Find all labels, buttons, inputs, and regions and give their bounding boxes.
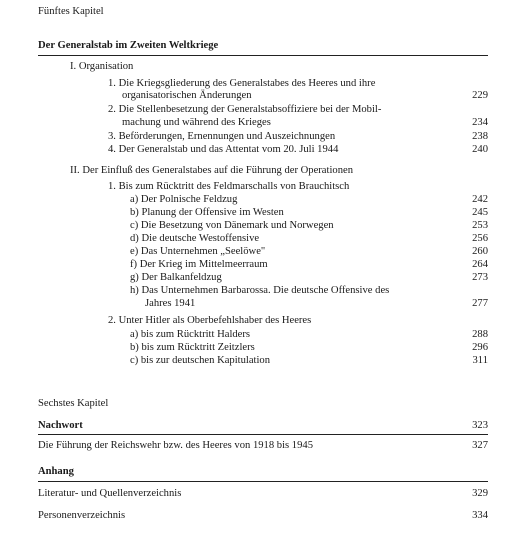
page-number: 264 <box>472 259 488 270</box>
page-number: 242 <box>472 194 488 205</box>
anhang-title: Anhang <box>38 466 74 477</box>
sec1-title: 1. Bis zum Rücktritt des Feldmarschalls von Brauchitsch <box>108 181 350 192</box>
part1-heading: I. Organisation <box>70 61 134 72</box>
page-number: 296 <box>472 342 488 353</box>
page-number: 329 <box>472 488 488 499</box>
sec2-title: 2. Unter Hitler als Oberbefehlshaber des Heeres <box>108 315 312 326</box>
page-number: 277 <box>472 298 488 309</box>
page-number: 245 <box>472 207 488 218</box>
toc-entry: a) bis zum Rücktritt Halders <box>130 329 251 340</box>
toc-entry: c) Die Besetzung von Dänemark und Norwegen <box>130 220 334 231</box>
toc-entry: 1. Die Kriegsgliederung des Generalstabes des Heeres und ihre <box>108 78 376 89</box>
toc-entry-cont: organisatorischen Änderungen <box>122 90 252 101</box>
page-number: 229 <box>472 90 488 101</box>
page-number: 334 <box>472 510 488 521</box>
toc-entry: b) bis zum Rücktritt Zeitzlers <box>130 342 255 353</box>
page-number: 238 <box>472 131 488 142</box>
toc-entry: Personenverzeichnis <box>38 510 126 521</box>
chapter5-title: Der Generalstab im Zweiten Weltkriege <box>38 40 219 51</box>
toc-entry: a) Der Polnische Feldzug <box>130 194 238 205</box>
nachwort-rule <box>38 434 488 435</box>
anhang-rule <box>38 481 488 482</box>
page-number: 234 <box>472 117 488 128</box>
page-number: 288 <box>472 329 488 340</box>
toc-entry: h) Das Unternehmen Barbarossa. Die deutsche Offensive des <box>130 285 390 296</box>
page-number: 273 <box>472 272 488 283</box>
toc-entry: 3. Beförderungen, Ernennungen und Auszeichnungen <box>108 131 336 142</box>
page-number: 253 <box>472 220 488 231</box>
toc-entry: Die Führung der Reichswehr bzw. des Heeres von 1918 bis 1945 <box>38 440 313 451</box>
toc-entry: b) Planung der Offensive im Westen <box>130 207 284 218</box>
toc-entry: Literatur- und Quellenverzeichnis <box>38 488 182 499</box>
page-number: 260 <box>472 246 488 257</box>
toc-entry: f) Der Krieg im Mittelmeerraum <box>130 259 268 270</box>
nachwort-title: Nachwort <box>38 420 83 431</box>
toc-entry-cont: Jahres 1941 <box>145 298 196 309</box>
page-number: 311 <box>472 355 488 366</box>
toc-entry: c) bis zur deutschen Kapitulation <box>130 355 271 366</box>
chapter5-title-rule <box>38 55 488 56</box>
page-number: 256 <box>472 233 488 244</box>
toc-entry: d) Die deutsche Westoffensive <box>130 233 260 244</box>
toc-entry: g) Der Balkanfeldzug <box>130 272 222 283</box>
toc-entry: 2. Die Stellenbesetzung der Generalstabsoffiziere bei der Mobil- <box>108 104 382 115</box>
chapter5-label: Fünftes Kapitel <box>38 6 104 17</box>
toc-entry: 4. Der Generalstab und das Attentat vom 20. Juli 1944 <box>108 144 339 155</box>
page-number: 327 <box>472 440 488 451</box>
part2-heading: II. Der Einfluß des Generalstabes auf die Führung der Operationen <box>70 165 353 176</box>
toc-entry-cont: machung und während des Krieges <box>122 117 271 128</box>
toc-entry: e) Das Unternehmen „Seelöwe" <box>130 246 266 257</box>
page-number: 323 <box>472 420 488 431</box>
chapter6-label: Sechstes Kapitel <box>38 398 109 409</box>
page-number: 240 <box>472 144 488 155</box>
